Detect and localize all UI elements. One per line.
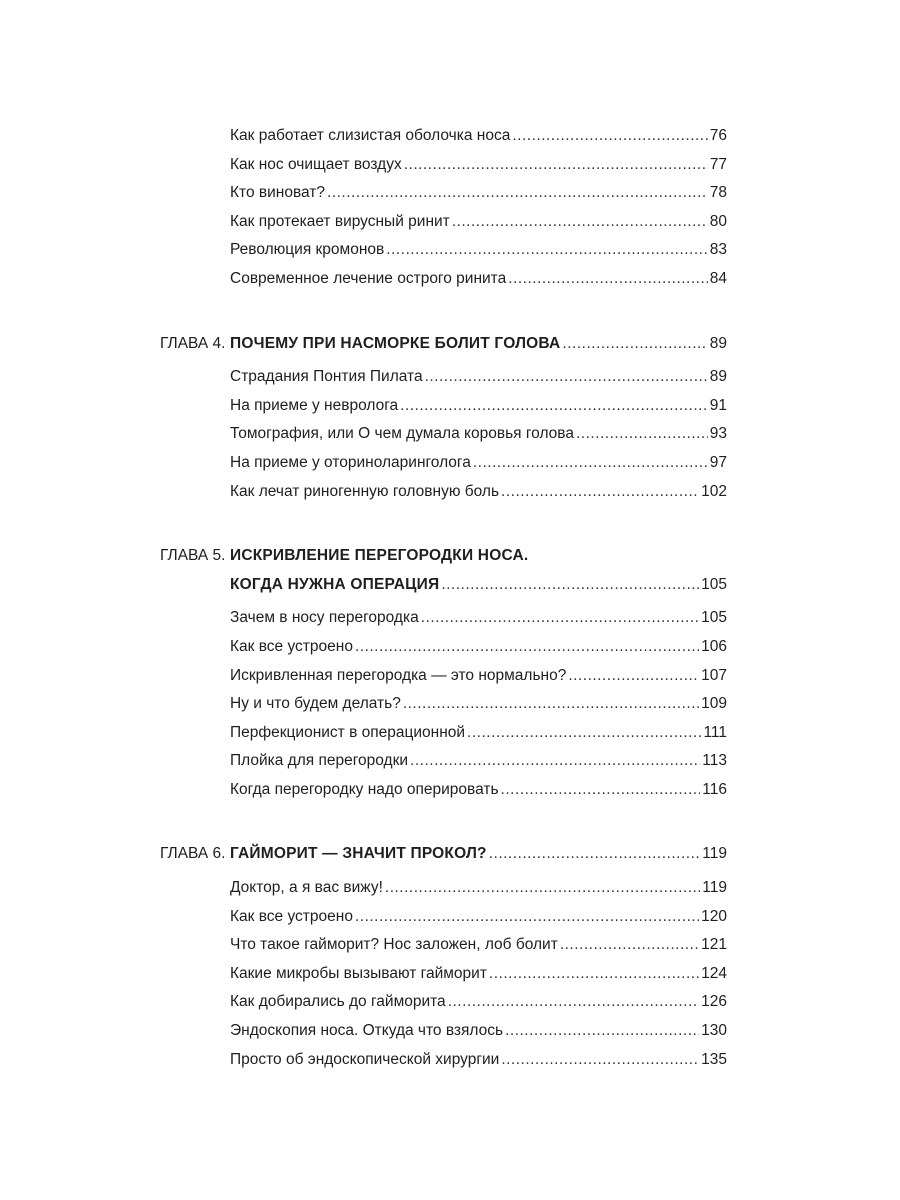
toc-entry-title: Революция кромонов xyxy=(230,241,385,259)
toc-page-number: 119 xyxy=(702,845,727,863)
toc-entry xyxy=(0,122,900,151)
table-of-contents xyxy=(0,122,900,1074)
chapter-block xyxy=(0,542,900,804)
toc-page-number: 135 xyxy=(701,1050,727,1068)
chapter-number: ГЛАВА 4. xyxy=(160,334,226,352)
dot-leader xyxy=(562,330,707,359)
toc-entry-title: Страдания Понтия Пилата xyxy=(230,368,423,386)
toc-page-number: 126 xyxy=(701,993,727,1011)
toc-page-number: 105 xyxy=(701,575,727,593)
section-continuation xyxy=(0,122,900,294)
toc-entry-title: Перфекционист в операционной xyxy=(230,723,466,741)
toc-entry xyxy=(0,776,900,805)
toc-entry-title: КОГДА НУЖНА ОПЕРАЦИЯ xyxy=(230,575,440,593)
toc-entry xyxy=(0,449,900,478)
toc-page-number: 97 xyxy=(709,453,727,471)
toc-page-number: 77 xyxy=(709,155,727,173)
toc-entry-title: Как работает слизистая оболочка носа xyxy=(230,127,511,144)
toc-entry xyxy=(0,719,900,748)
dot-leader xyxy=(501,776,701,805)
dot-leader xyxy=(386,236,708,265)
chapter-title-line xyxy=(0,571,900,600)
toc-entry-title: На приеме у невролога xyxy=(230,396,399,414)
toc-page-number: 116 xyxy=(702,780,727,798)
dot-leader xyxy=(473,449,708,478)
toc-entry xyxy=(0,931,900,960)
toc-entry xyxy=(0,392,900,421)
toc-page-number: 89 xyxy=(709,368,727,386)
toc-page-number: 121 xyxy=(701,936,727,954)
toc-entry-title: Как протекает вирусный ринит xyxy=(230,212,450,230)
dot-leader xyxy=(421,604,699,633)
toc-entry-title: Как добирались до гайморита xyxy=(230,993,446,1011)
chapter-block xyxy=(0,330,900,507)
chapter-heading xyxy=(0,542,900,599)
toc-entry xyxy=(0,633,900,662)
dot-leader xyxy=(501,1046,699,1075)
dot-leader xyxy=(400,392,708,421)
dot-leader xyxy=(355,903,699,932)
dot-leader xyxy=(512,122,707,151)
toc-page-number: 119 xyxy=(702,879,727,897)
toc-entry-title: Искривленная перегородка — это нормально? xyxy=(230,666,567,684)
dot-leader xyxy=(489,840,701,869)
dot-leader xyxy=(467,719,701,748)
chapter-entries xyxy=(0,604,900,804)
toc-page-number: 107 xyxy=(701,666,727,684)
chapter-heading xyxy=(0,840,900,869)
dot-leader xyxy=(441,571,699,600)
chapter-number: ГЛАВА 6. xyxy=(160,845,226,863)
dot-leader xyxy=(508,265,708,294)
toc-page-number: 120 xyxy=(701,907,727,925)
toc-page-number: 76 xyxy=(709,127,727,144)
toc-page-number: 84 xyxy=(709,269,727,287)
dot-leader xyxy=(404,151,708,180)
toc-entry xyxy=(0,151,900,180)
toc-entry-title: ГАЙМОРИТ — ЗНАЧИТ ПРОКОЛ? xyxy=(230,845,487,863)
toc-entry-title: Ну и что будем делать? xyxy=(230,695,401,713)
toc-page-number: 105 xyxy=(701,609,727,627)
toc-page-number: 89 xyxy=(709,334,727,352)
toc-page-number: 124 xyxy=(701,964,727,982)
toc-entry-title: Томография, или О чем думала коровья голова xyxy=(230,425,574,443)
toc-entry xyxy=(0,1046,900,1075)
chapter-entries xyxy=(0,363,900,506)
toc-page-number: 80 xyxy=(709,212,727,230)
toc-entry-title: Эндоскопия носа. Откуда что взялось xyxy=(230,1022,504,1040)
chapter-title-line xyxy=(0,542,900,571)
dot-leader xyxy=(410,747,700,776)
toc-entry-title: Как все устроено xyxy=(230,637,353,655)
toc-entry-title: Плойка для перегородки xyxy=(230,752,409,770)
toc-entry-title: Как нос очищает воздух xyxy=(230,155,402,173)
toc-page-number: 106 xyxy=(701,637,727,655)
toc-page-number: 91 xyxy=(709,396,727,414)
toc-entry-title: Просто об эндоскопической хирургии xyxy=(230,1050,500,1068)
toc-entry-title: Зачем в носу перегородка xyxy=(230,609,419,627)
toc-entry-title: Доктор, а я вас вижу! xyxy=(230,879,383,897)
dot-leader xyxy=(501,478,699,507)
toc-entry-title: ПОЧЕМУ ПРИ НАСМОРКЕ БОЛИТ ГОЛОВА xyxy=(230,334,561,352)
toc-entry xyxy=(0,960,900,989)
dot-leader xyxy=(355,633,699,662)
toc-page-number: 111 xyxy=(703,723,727,741)
toc-entry-title: Какие микробы вызывают гайморит xyxy=(230,964,487,982)
toc-entry xyxy=(0,690,900,719)
toc-entry xyxy=(0,874,900,903)
dot-leader xyxy=(425,363,708,392)
toc-entry xyxy=(0,747,900,776)
toc-entry xyxy=(0,265,900,294)
dot-leader xyxy=(505,1017,699,1046)
toc-page-number: 93 xyxy=(709,425,727,443)
toc-page-number: 130 xyxy=(701,1022,727,1040)
toc-entry xyxy=(0,420,900,449)
toc-entry xyxy=(0,662,900,691)
toc-entry-title: Когда перегородку надо оперировать xyxy=(230,780,499,798)
toc-page-number: 113 xyxy=(702,752,727,770)
toc-entry xyxy=(0,1017,900,1046)
toc-entry xyxy=(0,604,900,633)
chapter-title-line xyxy=(0,330,900,359)
dot-leader xyxy=(489,960,699,989)
chapter-block xyxy=(0,840,900,1074)
toc-entry xyxy=(0,903,900,932)
chapter-title-line xyxy=(0,840,900,869)
toc-entry xyxy=(0,236,900,265)
toc-entry-title: Как все устроено xyxy=(230,907,353,925)
toc-entry xyxy=(0,988,900,1017)
dot-leader xyxy=(327,179,708,208)
toc-entry-title: ИСКРИВЛЕНИЕ ПЕРЕГОРОДКИ НОСА. xyxy=(230,547,529,565)
dot-leader xyxy=(403,690,699,719)
chapter-number: ГЛАВА 5. xyxy=(160,547,226,565)
toc-entry-title: Современное лечение острого ринита xyxy=(230,269,507,287)
toc-entry xyxy=(0,478,900,507)
toc-entry-title: На приеме у оториноларинголога xyxy=(230,453,471,471)
toc-page-number: 78 xyxy=(709,184,727,202)
chapter-entries xyxy=(0,874,900,1074)
dot-leader xyxy=(452,208,708,237)
dot-leader xyxy=(448,988,699,1017)
toc-entry-title: Кто виноват? xyxy=(230,184,326,202)
toc-entry-title: Что такое гайморит? Нос заложен, лоб болит xyxy=(230,936,558,954)
toc-entry xyxy=(0,179,900,208)
toc-page-number: 83 xyxy=(709,241,727,259)
chapter-heading xyxy=(0,330,900,359)
toc-page-number: 109 xyxy=(701,695,727,713)
dot-leader xyxy=(560,931,699,960)
dot-leader xyxy=(576,420,708,449)
dot-leader xyxy=(568,662,699,691)
toc-page-number: 102 xyxy=(701,482,727,500)
toc-entry xyxy=(0,363,900,392)
toc-entry xyxy=(0,208,900,237)
toc-entry-title: Как лечат риногенную головную боль xyxy=(230,482,500,500)
dot-leader xyxy=(385,874,700,903)
